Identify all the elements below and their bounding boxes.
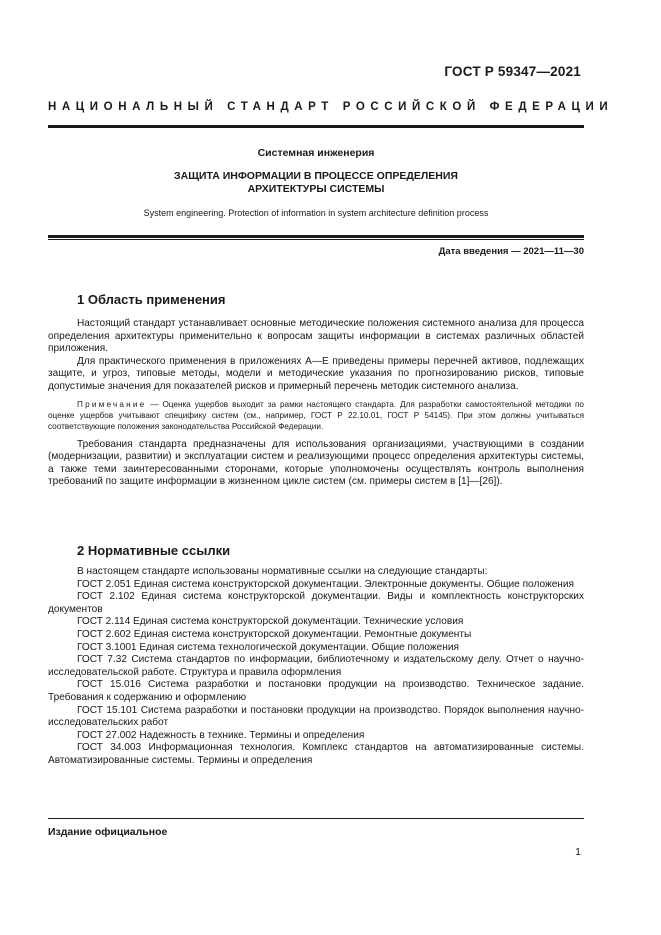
footer-rule bbox=[48, 818, 584, 819]
note-label: Примечание bbox=[77, 399, 147, 409]
standard-series: Системная инженерия bbox=[257, 147, 375, 159]
note-text: — Оценка ущербов выходит за рамки настоящего стандарта. Для разработки самостоятельной методики по оценке ущербов учитывают специфику систем (см., например, ГОСТ Р 22.10.01, ГОСТ Р 54145). При этом должны учитываться соответствующие положения законодательства Российской Федерации. bbox=[48, 399, 584, 431]
title-thick-rule bbox=[48, 235, 584, 238]
reference-item: ГОСТ 3.1001 Единая система технологической документации. Общие положения bbox=[77, 641, 459, 653]
english-title: System engineering. Protection of information in system architecture definition process bbox=[143, 208, 489, 218]
reference-item: ГОСТ 34.003 Информационная технология. Комплекс стандартов на автоматизированные системы. Автоматизированные системы. Термины и определения bbox=[48, 742, 584, 766]
reference-item: ГОСТ 7.32 Система стандартов по информации, библиотечному и издательскому делу. Отчет о научно-исследовательской работе. Структура и правила оформления bbox=[48, 654, 584, 678]
section-1-paragraph: Для практического применения в приложениях А—Е приведены примеры перечней активов, подлежащих защите, и угроз, типовые методы, модели и методические указания по прогнозированию рисков, типовые допустимые значения для показателей рисков и примерный перечень методик системного анализа. bbox=[48, 355, 584, 392]
reference-item: ГОСТ 2.114 Единая система конструкторской документации. Технические условия bbox=[77, 616, 464, 628]
top-thick-rule bbox=[48, 125, 584, 128]
normative-references bbox=[48, 566, 584, 768]
title-line-2: АРХИТЕКТУРЫ СИСТЕМЫ bbox=[247, 183, 385, 195]
reference-item: ГОСТ 2.051 Единая система конструкторской документации. Электронные документы. Общие положения bbox=[77, 578, 574, 590]
page-number: 1 bbox=[575, 846, 581, 858]
section-1-heading: 1 Область применения bbox=[77, 292, 226, 307]
reference-item: ГОСТ 2.102 Единая система конструкторской документации. Виды и комплектность конструкторских документов bbox=[48, 591, 584, 615]
section-2-heading: 2 Нормативные ссылки bbox=[77, 543, 231, 558]
gost-number: ГОСТ Р 59347—2021 bbox=[444, 64, 581, 79]
section-1-paragraph: Требования стандарта предназначены для использования организациями, участвующими в создании (модернизации, развитии) и эксплуатации систем и реализующими процесс определения архитектуры системы, а также теми заинтересованными сторонами, которые уполномочены осуществлять контроль выполнения требований по защите информации в жизненном цикле систем (см. примеры систем в [1]—[26]). bbox=[48, 438, 584, 488]
reference-item: ГОСТ 27.002 Надежность в технике. Термины и определения bbox=[77, 729, 365, 741]
references-intro: В настоящем стандарте использованы нормативные ссылки на следующие стандарты: bbox=[77, 566, 488, 577]
document-title bbox=[48, 170, 584, 196]
official-edition-label: Издание официальное bbox=[48, 826, 168, 838]
title-line-1: ЗАЩИТА ИНФОРМАЦИИ В ПРОЦЕССЕ ОПРЕДЕЛЕНИЯ bbox=[174, 170, 458, 182]
section-1-body bbox=[48, 318, 584, 489]
note-block bbox=[48, 399, 584, 432]
title-thin-rule bbox=[48, 239, 584, 240]
introduction-date: Дата введения — 2021—11—30 bbox=[438, 246, 584, 257]
reference-item: ГОСТ 15.016 Система разработки и постановки продукции на производство. Техническое задание. Требования к содержанию и оформлению bbox=[48, 679, 584, 703]
reference-item: ГОСТ 2.602 Единая система конструкторской документации. Ремонтные документы bbox=[77, 628, 472, 640]
section-1-paragraph: Настоящий стандарт устанавливает основные методические положения системного анализа для процесса определения архитектуры применительно к вопросам защиты информации в системах различных областей приложения. bbox=[48, 318, 584, 355]
national-standard-banner: НАЦИОНАЛЬНЫЙ СТАНДАРТ РОССИЙСКОЙ ФЕДЕРАЦИИ bbox=[48, 101, 614, 113]
reference-item: ГОСТ 15.101 Система разработки и постановки продукции на производство. Порядок выполнения научно-исследовательских работ bbox=[48, 704, 584, 729]
